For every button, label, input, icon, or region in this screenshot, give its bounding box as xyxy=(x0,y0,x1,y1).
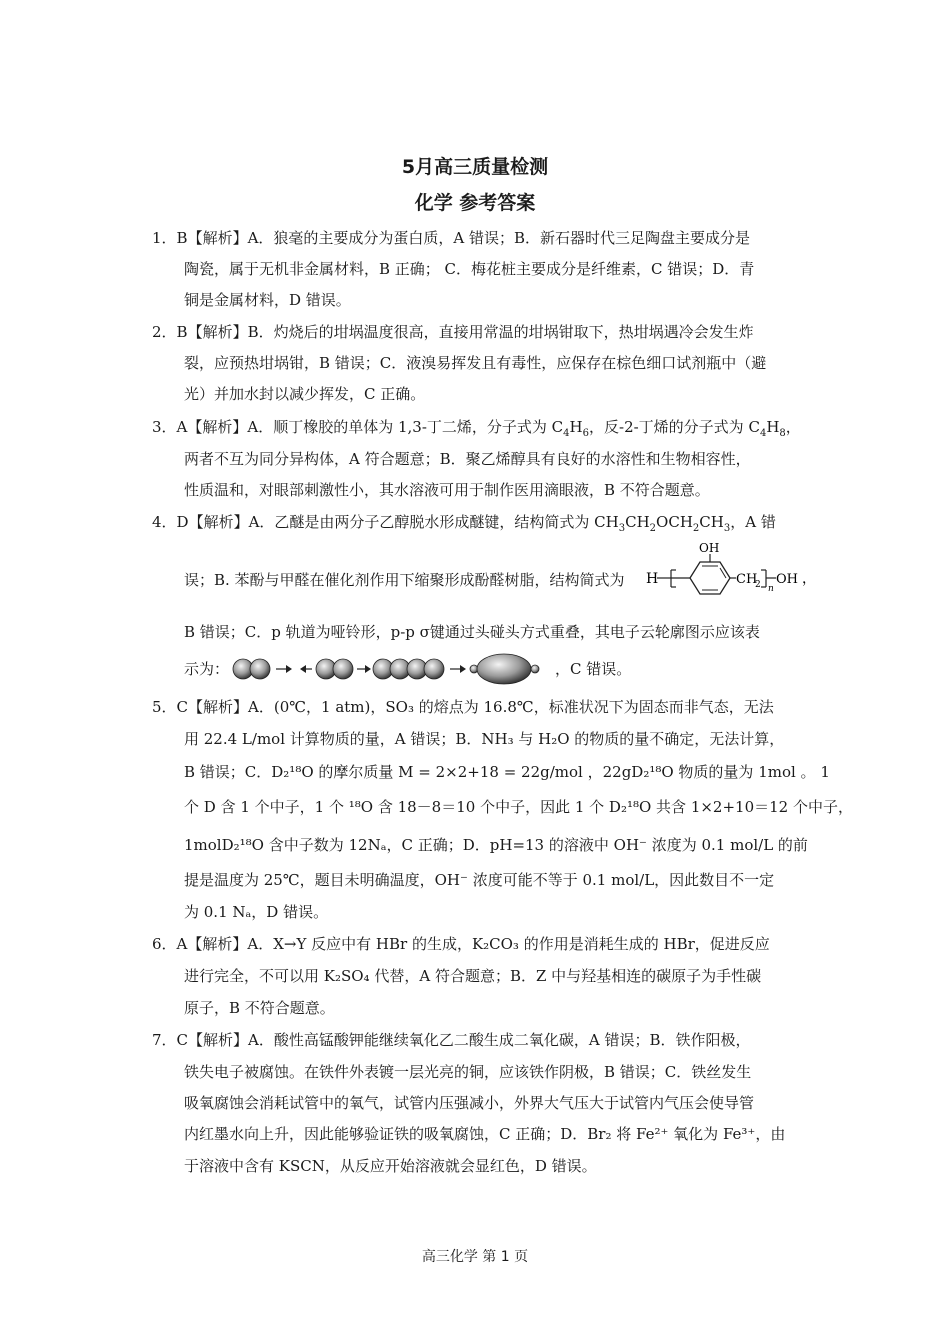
q3-text-e: ， xyxy=(785,418,801,436)
q5-line-5: 1molD₂¹⁸O 含中子数为 12Nₐ，C 正确；D．pH=13 的溶液中 OH⁻ 浓度为 0.1 mol/L 的前 xyxy=(184,836,808,854)
q5-line-2: 用 22.4 L/mol 计算物质的量，A 错误；B．NH₃ 与 H₂O 的物质的量不确定，无法计算， xyxy=(184,730,785,748)
struct-oh-top: OH xyxy=(699,541,720,555)
page-subtitle: 化学 参考答案 xyxy=(414,192,536,214)
struct-ch2: CH xyxy=(736,572,758,587)
q7-line-2: 铁失电子被腐蚀。在铁件外表镀一层光亮的铜，应该铁作阴极，B 错误；C．铁丝发生 xyxy=(184,1063,752,1081)
q5-line-1: 5．C【解析】A．(0℃，1 atm)，SO₃ 的熔点为 16.8℃，标准状况下为固态而非气态，无法 xyxy=(152,698,774,716)
q2-line-3: 光）并加水封以减少挥发，C 正确。 xyxy=(184,385,426,403)
struct-oh: OH xyxy=(776,572,798,587)
q3-text-c: ，反-2-丁烯的分子式为 C xyxy=(589,418,760,436)
q3-sub-4: 4 xyxy=(563,428,570,439)
q7-line-1: 7．C【解析】A．酸性高锰酸钾能继续氧化乙二酸生成二氧化碳，A 错误；B．铁作阳极， xyxy=(152,1031,751,1049)
q2-line-1: 2．B【解析】B．灼烧后的坩埚温度很高，直接用常温的坩埚钳取下，热坩埚遇冷会发生炸 xyxy=(152,323,754,341)
q4-sub-2b: 2 xyxy=(692,523,700,534)
q3-sub-4b: 4 xyxy=(759,428,767,439)
q3-sub-8: 8 xyxy=(779,428,786,439)
q5-line-7: 为 0.1 Nₐ，D 错误。 xyxy=(184,903,329,921)
q3-text-d: H xyxy=(766,418,780,436)
struct-end: ， xyxy=(802,571,816,587)
q4-sub-3a: 3 xyxy=(618,523,626,534)
q6-line-3: 原子，B 不符合题意。 xyxy=(184,999,335,1017)
q6-line-2: 进行完全，不可以用 K₂SO₄ 代替，A 符合题意；B．Z 中与羟基相连的碳原子为手性碳 xyxy=(184,967,762,985)
q4-text-d: CH xyxy=(699,513,724,531)
q4-text-b: CH xyxy=(625,513,650,531)
q1-line-3: 铜是金属材料，D 错误。 xyxy=(184,291,351,309)
q7-line-3: 吸氧腐蚀会消耗试管中的氧气，试管内压强减小，外界大气压大于试管内气压会使导管 xyxy=(184,1094,755,1112)
q4-line-2: 误；B. 苯酚与甲醛在催化剂作用下缩聚形成酚醛树脂，结构简式为 xyxy=(184,571,625,589)
q3-line-3: 性质温和，对眼部刺激性小，其水溶液可用于制作医用滴眼液，B 不符合题意。 xyxy=(184,481,710,499)
q3-line-1 xyxy=(152,417,801,437)
q7-line-4: 内红墨水向上升，因此能够验证铁的吸氧腐蚀，C 正确；D．Br₂ 将 Fe²⁺ 氧化为 Fe³⁺，由 xyxy=(184,1125,786,1143)
q1-line-1: 1．B【解析】A．狼毫的主要成分为蛋白质，A 错误；B．新石器时代三足陶盘主要成分是 xyxy=(152,229,751,247)
q5-line-6: 提是温度为 25℃，题目未明确温度，OH⁻ 浓度可能不等于 0.1 mol/L，因此数目不一定 xyxy=(184,871,775,889)
phenolic-resin-structure xyxy=(644,538,816,610)
struct-sub-2: 2 xyxy=(755,580,761,590)
page-title: 5月高三质量检测 xyxy=(401,156,549,178)
q3-sub-6: 6 xyxy=(582,428,589,439)
q2-line-2: 裂，应预热坩埚钳，B 错误；C．液溴易挥发且有毒性，应保存在棕色细口试剂瓶中（避 xyxy=(184,354,767,372)
struct-n: n xyxy=(768,584,774,594)
q3-line-2: 两者不互为同分异构体，A 符合题意；B．聚乙烯醇具有良好的水溶性和生物相容性， xyxy=(184,450,751,468)
q4-sub-3b: 3 xyxy=(723,523,731,534)
struct-h: H xyxy=(646,571,659,587)
q4-sub-2a: 2 xyxy=(649,523,657,534)
q1-line-2: 陶瓷，属于无机非金属材料，B 正确； C．梅花桩主要成分是纤维素，C 错误；D．青 xyxy=(184,260,755,278)
sigma-bond-orbital-diagram xyxy=(232,652,554,686)
q5-line-3: B 错误；C．D₂¹⁸O 的摩尔质量 M = 2×2+18 = 22g/mol ，22gD₂¹⁸O 物质的量为 1mol 。 1 xyxy=(184,763,830,781)
q3-text-a: 3．A【解析】A．顺丁橡胶的单体为 1,3-丁二烯，分子式为 C xyxy=(152,418,564,436)
q7-line-5: 于溶液中含有 KSCN，从反应开始溶液就会显红色，D 错误。 xyxy=(184,1157,597,1175)
q4-text-a: 4．D【解析】A．乙醚是由两分子乙醇脱水形成醚键，结构简式为 CH xyxy=(152,513,619,531)
q4-line-4-suffix: ，C 错误。 xyxy=(555,660,632,678)
q4-line-4-prefix: 示为： xyxy=(184,660,230,678)
q3-text-b: H xyxy=(569,418,583,436)
q4-text-e: ，A 错 xyxy=(730,513,776,531)
q6-line-1: 6．A【解析】A．X→Y 反应中有 HBr 的生成，K₂CO₃ 的作用是消耗生成的 HBr，促进反应 xyxy=(152,935,770,953)
q4-text-c: OCH xyxy=(656,513,693,531)
q4-line-3: B 错误；C．p 轨道为哑铃形，p-p σ键通过头碰头方式重叠，其电子云轮廓图示应该表 xyxy=(184,623,760,641)
q5-line-4: 个 D 含 1 个中子，1 个 ¹⁸O 含 18－8＝10 个中子，因此 1 个 D₂¹⁸O 共含 1×2+10＝12 个中子， xyxy=(184,798,853,816)
page-footer: 高三化学 第 1 页 xyxy=(421,1249,529,1265)
q4-line-1 xyxy=(152,512,776,532)
